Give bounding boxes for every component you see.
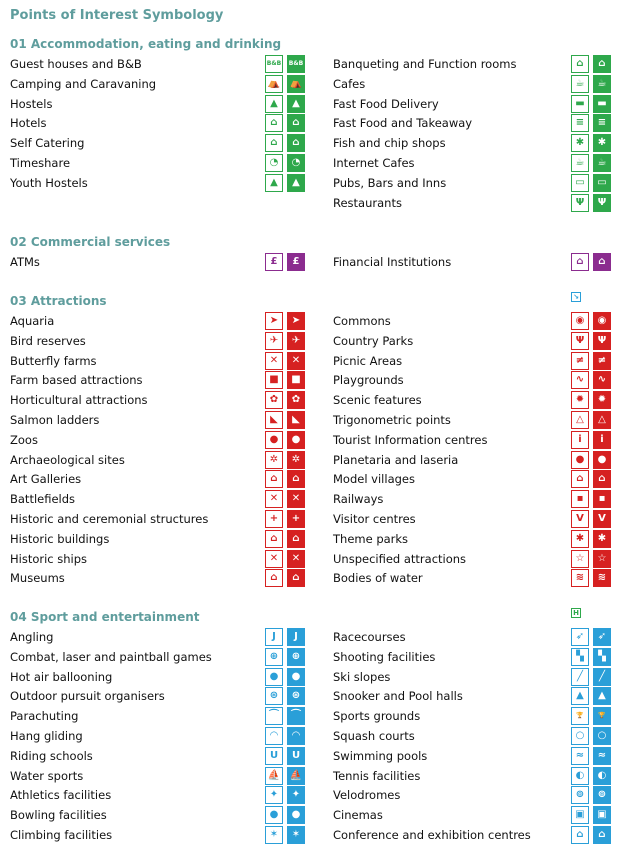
symbol-outline-icon: ⌂ xyxy=(571,470,589,488)
symbol-icon-pair xyxy=(571,470,611,488)
symbol-label: Aquaria xyxy=(10,314,55,328)
symbol-icon-pair xyxy=(265,550,305,568)
symbol-icon-pair xyxy=(265,253,305,271)
symbol-icon-pair xyxy=(571,687,611,705)
symbol-filled-icon: i xyxy=(593,431,611,449)
symbol-icon-pair xyxy=(265,411,305,429)
symbol-outline-icon: + xyxy=(265,510,283,528)
symbol-filled-icon: ● xyxy=(287,668,305,686)
symbol-label: Hang gliding xyxy=(10,729,83,743)
symbol-outline-icon: ✕ xyxy=(265,490,283,508)
symbol-icon-pair xyxy=(571,194,611,212)
symbol-filled-icon: ⌂ xyxy=(287,470,305,488)
symbol-label: Financial Institutions xyxy=(333,255,452,269)
symbol-icon-pair xyxy=(571,371,611,389)
symbol-outline-icon: ⌂ xyxy=(265,530,283,548)
symbol-icon-pair xyxy=(265,114,305,132)
symbol-label: Conference and exhibition centres xyxy=(333,828,531,842)
symbol-icon-pair xyxy=(265,332,305,350)
symbol-outline-icon: ■ xyxy=(265,371,283,389)
symbol-label: Theme parks xyxy=(333,531,409,546)
symbol-filled-icon: ● xyxy=(593,451,611,469)
symbol-filled-icon: ▭ xyxy=(593,174,611,192)
symbol-filled-icon: ◣ xyxy=(287,411,305,429)
symbol-icon-pair xyxy=(571,530,611,548)
symbol-filled-icon: ⌂ xyxy=(287,134,305,152)
symbol-label: Restaurants xyxy=(333,195,402,210)
symbol-label: Unspecified attractions xyxy=(333,551,467,566)
symbol-label: Snooker and Pool halls xyxy=(333,689,463,704)
symbol-outline-icon: ⌂ xyxy=(265,569,283,587)
symbol-filled-icon: U xyxy=(287,747,305,765)
symbol-label: Shooting facilities xyxy=(333,649,436,664)
symbol-outline-icon: ▚ xyxy=(571,648,589,666)
section-heading: 04 Sport and entertainment xyxy=(10,610,200,624)
symbol-filled-icon: ⌒ xyxy=(287,707,305,725)
symbol-label: Combat, laser and paintball games xyxy=(10,649,212,664)
symbol-label: Tourist Information centres xyxy=(333,432,488,447)
symbol-filled-icon: ☕ xyxy=(593,75,611,93)
symbol-label: Swimming pools xyxy=(333,748,428,763)
symbol-filled-icon: ⌂ xyxy=(593,470,611,488)
symbol-outline-icon: ╱ xyxy=(571,668,589,686)
symbol-filled-icon: △ xyxy=(593,411,611,429)
symbol-icon-pair xyxy=(265,786,305,804)
symbol-label: Fast Food Delivery xyxy=(333,96,439,111)
symbol-outline-icon: Ψ xyxy=(571,332,589,350)
symbol-icon-pair xyxy=(265,727,305,745)
symbol-icon-pair xyxy=(571,55,611,73)
symbol-filled-icon: ✹ xyxy=(593,391,611,409)
symbol-outline-icon: i xyxy=(571,431,589,449)
symbol-icon-pair xyxy=(265,806,305,824)
symbol-outline-icon: ● xyxy=(571,451,589,469)
symbol-outline-icon: ⌂ xyxy=(571,253,589,271)
symbol-outline-icon: ✿ xyxy=(265,391,283,409)
symbol-filled-icon: ≠ xyxy=(593,352,611,370)
symbol-filled-icon: ⊛ xyxy=(287,687,305,705)
symbol-outline-icon: U xyxy=(265,747,283,765)
symbol-filled-icon: Ψ xyxy=(593,194,611,212)
symbol-icon-pair xyxy=(265,648,305,666)
symbol-filled-icon: ≈ xyxy=(593,747,611,765)
symbol-outline-icon: ● xyxy=(265,431,283,449)
symbol-outline-icon: ☕ xyxy=(571,75,589,93)
symbol-icon-pair xyxy=(571,510,611,528)
symbol-icon-pair xyxy=(571,75,611,93)
symbol-filled-icon: ➶ xyxy=(593,628,611,646)
symbol-filled-icon: ▪ xyxy=(593,490,611,508)
symbol-label: Visitor centres xyxy=(333,512,416,526)
symbol-icon-pair xyxy=(265,628,305,646)
symbol-filled-icon: ◔ xyxy=(287,154,305,172)
symbol-filled-icon: ➤ xyxy=(287,312,305,330)
symbol-outline-icon: ⌂ xyxy=(265,114,283,132)
symbol-outline-icon: ⛵ xyxy=(265,767,283,785)
symbol-outline-icon: ✕ xyxy=(265,550,283,568)
symbol-label: Athletics facilities xyxy=(10,788,112,803)
symbol-icon-pair xyxy=(571,253,611,271)
symbol-label: Riding schools xyxy=(10,748,93,763)
symbol-filled-icon: ✱ xyxy=(593,134,611,152)
symbol-label: Cinemas xyxy=(333,808,383,823)
symbol-icon-pair xyxy=(265,312,305,330)
symbol-label: Outdoor pursuit organisers xyxy=(10,689,165,704)
symbol-icon-pair xyxy=(265,174,305,192)
symbol-outline-icon: ⌂ xyxy=(571,55,589,73)
symbol-label: Banqueting and Function rooms xyxy=(333,57,517,71)
symbol-filled-icon: ◠ xyxy=(287,727,305,745)
symbol-outline-icon: ☕ xyxy=(571,154,589,172)
symbol-filled-icon: ☆ xyxy=(593,550,611,568)
symbol-label: Bowling facilities xyxy=(10,808,107,823)
symbol-label: Ski slopes xyxy=(333,669,391,684)
symbol-icon-pair xyxy=(571,569,611,587)
symbol-icon-pair xyxy=(571,154,611,172)
symbol-icon-pair xyxy=(265,490,305,508)
symbol-icon-pair xyxy=(265,352,305,370)
symbol-outline-icon: ≠ xyxy=(571,352,589,370)
symbol-outline-icon: ⊛ xyxy=(265,687,283,705)
symbol-outline-icon: ✱ xyxy=(571,530,589,548)
symbol-outline-icon: ≈ xyxy=(571,747,589,765)
symbol-label: Fast Food and Takeaway xyxy=(333,116,473,131)
symbol-label: Farm based attractions xyxy=(10,373,143,388)
symbol-outline-icon: ▬ xyxy=(571,95,589,113)
symbol-label: Model villages xyxy=(333,472,415,487)
symbol-outline-icon: △ xyxy=(571,411,589,429)
symbol-filled-icon: ⊚ xyxy=(593,786,611,804)
section-heading: 01 Accommodation, eating and drinking xyxy=(10,37,282,51)
symbol-icon-pair xyxy=(571,174,611,192)
symbol-outline-icon: ◠ xyxy=(265,727,283,745)
symbol-icon-pair xyxy=(571,648,611,666)
symbol-outline-icon: ✱ xyxy=(571,134,589,152)
symbol-filled-icon: ✶ xyxy=(287,826,305,844)
symbol-filled-icon: 🏆 xyxy=(593,707,611,725)
symbol-outline-icon: ⊕ xyxy=(265,648,283,666)
symbol-icon-pair xyxy=(265,154,305,172)
symbol-icon-pair xyxy=(571,747,611,765)
symbol-icon-pair xyxy=(265,55,305,73)
symbol-filled-icon: ✲ xyxy=(287,451,305,469)
symbol-icon-pair xyxy=(571,451,611,469)
symbol-label: Zoos xyxy=(10,432,38,447)
symbol-icon-pair xyxy=(571,411,611,429)
symbol-label: Horticultural attractions xyxy=(10,393,148,408)
symbol-outline-icon: ◉ xyxy=(571,312,589,330)
symbol-icon-pair xyxy=(265,470,305,488)
symbol-label: Hostels xyxy=(10,96,53,111)
symbol-filled-icon: ● xyxy=(287,431,305,449)
symbol-icon-pair xyxy=(265,431,305,449)
symbol-filled-icon: ▲ xyxy=(287,174,305,192)
symbol-filled-icon: ■ xyxy=(287,371,305,389)
symbol-outline-icon: ➶ xyxy=(571,628,589,646)
symbol-label: Art Galleries xyxy=(10,472,82,487)
symbol-icon-pair xyxy=(571,727,611,745)
symbol-filled-icon: ▣ xyxy=(593,806,611,824)
symbol-label: Camping and Caravaning xyxy=(10,76,157,91)
symbol-icon-pair xyxy=(265,75,305,93)
symbol-filled-icon: ⛺ xyxy=(287,75,305,93)
symbol-outline-icon: ◐ xyxy=(571,767,589,785)
symbol-filled-icon: ☕ xyxy=(593,154,611,172)
symbol-outline-icon: ▪ xyxy=(571,490,589,508)
symbol-label: Hotels xyxy=(10,116,47,131)
symbol-label: Bird reserves xyxy=(10,333,86,348)
symbol-filled-icon: ✕ xyxy=(287,352,305,370)
symbol-filled-icon: ∿ xyxy=(593,371,611,389)
symbol-outline-icon: ◔ xyxy=(265,154,283,172)
symbol-outline-icon: ⛺ xyxy=(265,75,283,93)
symbol-outline-icon: Ψ xyxy=(571,194,589,212)
symbol-label: Youth Hostels xyxy=(10,175,88,190)
symbol-outline-icon: £ xyxy=(265,253,283,271)
symbol-label: Water sports xyxy=(10,768,84,783)
symbol-outline-icon: ▭ xyxy=(571,174,589,192)
symbol-label: Bodies of water xyxy=(333,571,423,586)
symbol-outline-icon: ☆ xyxy=(571,550,589,568)
corner-mark-icon: H xyxy=(571,608,581,618)
symbol-icon-pair xyxy=(265,747,305,765)
section-heading: 03 Attractions xyxy=(10,294,107,308)
symbol-label: Cafes xyxy=(333,76,366,91)
symbol-label: Fish and chip shops xyxy=(333,136,446,151)
section-heading: 02 Commercial services xyxy=(10,235,171,249)
symbol-icon-pair xyxy=(571,550,611,568)
symbol-icon-pair xyxy=(571,490,611,508)
symbol-label: Battlefields xyxy=(10,492,76,507)
symbol-label: Sports grounds xyxy=(333,709,421,724)
symbol-filled-icon: ▚ xyxy=(593,648,611,666)
symbol-filled-icon: ≡ xyxy=(593,114,611,132)
symbol-icon-pair xyxy=(265,451,305,469)
symbol-label: Archaeological sites xyxy=(10,452,125,467)
symbol-filled-icon: V xyxy=(593,510,611,528)
symbol-outline-icon: 🏆 xyxy=(571,707,589,725)
symbol-icon-pair xyxy=(265,510,305,528)
symbol-outline-icon: J xyxy=(265,628,283,646)
symbol-icon-pair xyxy=(265,134,305,152)
symbol-icon-pair xyxy=(571,114,611,132)
page-title: Points of Interest Symbology xyxy=(10,8,224,23)
symbol-icon-pair xyxy=(265,826,305,844)
symbol-label: Historic buildings xyxy=(10,531,110,546)
symbol-outline-icon: ▲ xyxy=(265,174,283,192)
symbol-label: Self Catering xyxy=(10,136,85,151)
symbol-outline-icon: ✹ xyxy=(571,391,589,409)
symbol-filled-icon: ⌂ xyxy=(593,55,611,73)
symbol-label: ATMs xyxy=(10,255,40,269)
symbol-outline-icon: V xyxy=(571,510,589,528)
symbol-icon-pair xyxy=(571,134,611,152)
symbol-filled-icon: ⌂ xyxy=(287,530,305,548)
symbol-outline-icon: ≡ xyxy=(571,114,589,132)
symbol-filled-icon: + xyxy=(287,510,305,528)
symbol-icon-pair xyxy=(265,767,305,785)
symbol-outline-icon: ▣ xyxy=(571,806,589,824)
symbol-label: Historic and ceremonial structures xyxy=(10,512,209,526)
symbol-label: Timeshare xyxy=(10,156,71,170)
symbol-filled-icon: ▲ xyxy=(287,95,305,113)
symbol-outline-icon: ✦ xyxy=(265,786,283,804)
symbol-filled-icon: £ xyxy=(287,253,305,271)
symbol-filled-icon: ▬ xyxy=(593,95,611,113)
symbol-label: Squash courts xyxy=(333,729,415,743)
symbol-label: Butterfly farms xyxy=(10,353,97,368)
symbol-filled-icon: J xyxy=(287,628,305,646)
symbol-filled-icon: ✕ xyxy=(287,550,305,568)
symbol-label: Railways xyxy=(333,492,384,507)
symbol-filled-icon: B&B xyxy=(287,55,305,73)
symbol-outline-icon: ≋ xyxy=(571,569,589,587)
symbol-label: Historic ships xyxy=(10,551,88,566)
symbol-filled-icon: ✈ xyxy=(287,332,305,350)
symbol-label: Angling xyxy=(10,630,54,644)
symbol-icon-pair xyxy=(265,371,305,389)
symbol-filled-icon: ◐ xyxy=(593,767,611,785)
symbol-outline-icon: ✈ xyxy=(265,332,283,350)
symbol-filled-icon: ○ xyxy=(593,727,611,745)
symbol-outline-icon: ⌂ xyxy=(571,826,589,844)
symbol-icon-pair xyxy=(265,391,305,409)
symbol-outline-icon: ⌂ xyxy=(265,470,283,488)
symbol-icon-pair xyxy=(265,687,305,705)
symbol-icon-pair xyxy=(265,668,305,686)
symbol-icon-pair xyxy=(571,391,611,409)
symbol-filled-icon: ≋ xyxy=(593,569,611,587)
symbol-filled-icon: ⌂ xyxy=(287,114,305,132)
symbol-outline-icon: ● xyxy=(265,806,283,824)
symbol-label: Country Parks xyxy=(333,333,414,348)
symbol-icon-pair xyxy=(571,707,611,725)
symbol-label: Museums xyxy=(10,571,65,586)
symbol-outline-icon: ✲ xyxy=(265,451,283,469)
symbol-filled-icon: ╱ xyxy=(593,668,611,686)
symbol-outline-icon: ∿ xyxy=(571,371,589,389)
symbol-label: Climbing facilities xyxy=(10,828,113,842)
symbol-filled-icon: ✕ xyxy=(287,490,305,508)
symbol-icon-pair xyxy=(571,826,611,844)
symbol-label: Commons xyxy=(333,314,391,328)
symbol-filled-icon: ⛵ xyxy=(287,767,305,785)
symbol-outline-icon: ● xyxy=(265,668,283,686)
symbol-icon-pair xyxy=(571,352,611,370)
symbol-outline-icon: ◣ xyxy=(265,411,283,429)
symbol-label: Hot air ballooning xyxy=(10,669,113,684)
symbol-filled-icon: ◉ xyxy=(593,312,611,330)
symbol-label: Guest houses and B&B xyxy=(10,57,142,71)
symbol-icon-pair xyxy=(265,707,305,725)
symbol-outline-icon: ○ xyxy=(571,727,589,745)
symbol-icon-pair xyxy=(571,431,611,449)
symbol-outline-icon: ✕ xyxy=(265,352,283,370)
symbol-icon-pair xyxy=(571,312,611,330)
symbol-label: Playgrounds xyxy=(333,373,404,388)
symbol-filled-icon: ⌂ xyxy=(593,253,611,271)
symbol-icon-pair xyxy=(571,668,611,686)
symbol-outline-icon: ⊚ xyxy=(571,786,589,804)
symbol-filled-icon: ● xyxy=(287,806,305,824)
symbol-icon-pair xyxy=(571,95,611,113)
symbol-icon-pair xyxy=(571,786,611,804)
corner-mark-icon: ↘ xyxy=(571,292,581,302)
symbol-filled-icon: ✦ xyxy=(287,786,305,804)
symbol-filled-icon: ⌂ xyxy=(287,569,305,587)
symbol-filled-icon: ⊕ xyxy=(287,648,305,666)
symbol-icon-pair xyxy=(571,767,611,785)
symbol-icon-pair xyxy=(265,530,305,548)
symbol-icon-pair xyxy=(571,628,611,646)
symbol-outline-icon: ➤ xyxy=(265,312,283,330)
symbol-icon-pair xyxy=(571,806,611,824)
symbol-label: Pubs, Bars and Inns xyxy=(333,175,447,190)
symbol-label: Planetaria and laseria xyxy=(333,452,459,467)
symbol-label: Picnic Areas xyxy=(333,353,403,368)
symbol-label: Internet Cafes xyxy=(333,156,415,170)
symbol-outline-icon: ⌂ xyxy=(265,134,283,152)
symbol-label: Tennis facilities xyxy=(333,768,421,783)
symbol-outline-icon: ▲ xyxy=(571,687,589,705)
symbol-filled-icon: ✱ xyxy=(593,530,611,548)
symbol-icon-pair xyxy=(265,95,305,113)
symbol-filled-icon: ✿ xyxy=(287,391,305,409)
symbol-icon-pair xyxy=(571,332,611,350)
symbol-filled-icon: ▲ xyxy=(593,687,611,705)
symbol-label: Trigonometric points xyxy=(333,413,451,427)
symbol-filled-icon: Ψ xyxy=(593,332,611,350)
symbol-outline-icon: ⌒ xyxy=(265,707,283,725)
symbol-label: Racecourses xyxy=(333,630,406,644)
symbol-label: Parachuting xyxy=(10,709,79,724)
symbol-icon-pair xyxy=(265,569,305,587)
symbol-label: Salmon ladders xyxy=(10,413,100,427)
symbol-label: Velodromes xyxy=(333,788,401,803)
symbol-outline-icon: ▲ xyxy=(265,95,283,113)
symbol-filled-icon: ⌂ xyxy=(593,826,611,844)
symbol-outline-icon: B&B xyxy=(265,55,283,73)
symbol-label: Scenic features xyxy=(333,393,422,408)
symbol-outline-icon: ✶ xyxy=(265,826,283,844)
